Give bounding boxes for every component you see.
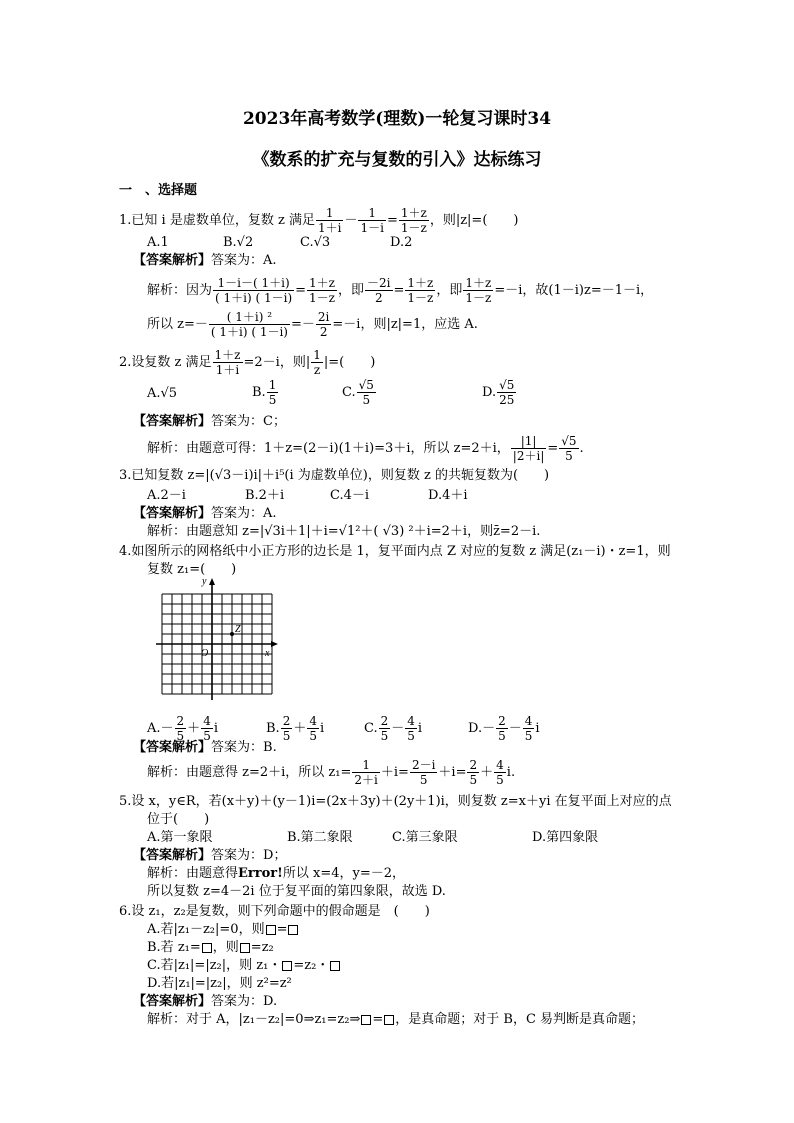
q1-s5-den: 1－z bbox=[465, 291, 492, 305]
q6-opt-eq: = bbox=[276, 922, 288, 937]
q2-g-den: z bbox=[313, 363, 321, 377]
q2-option-d bbox=[482, 378, 517, 407]
q4-opt-frac bbox=[201, 714, 213, 743]
conjugate-placeholder-icon bbox=[240, 943, 250, 953]
q4-sol-frac bbox=[410, 758, 437, 787]
conjugate-placeholder-icon bbox=[330, 961, 340, 971]
q1-f3-den: 1－z bbox=[400, 221, 427, 235]
q1-s7-den: 2 bbox=[319, 325, 328, 339]
answer-label: 【答案解析】 bbox=[133, 848, 212, 863]
q1-f3-num: 1＋z bbox=[400, 206, 427, 220]
q5-sol-text: 解析：由题意得 bbox=[147, 866, 239, 881]
q3-stem: 3.已知复数 z=|(√3－i)i|＋i⁵(i 为虚数单位)，则复数 z 的共轭复数为( ) bbox=[119, 468, 550, 483]
q2-frac bbox=[311, 348, 323, 377]
q2-answer-text: 答案为：C； bbox=[211, 414, 286, 429]
q2-f-den: 1＋i bbox=[215, 363, 240, 377]
q1-stem bbox=[119, 206, 518, 235]
point-z-label: Z bbox=[235, 624, 241, 635]
answer-label: 【答案解析】 bbox=[133, 253, 212, 268]
q4-stem-2: 复数 z₁=( ) bbox=[147, 562, 237, 577]
q6-answer-text: 答案为：D. bbox=[211, 994, 278, 1009]
q4-sol-frac bbox=[467, 758, 479, 787]
q4-o1-den: 5 bbox=[282, 729, 291, 743]
q1-option-b: B.√2 bbox=[223, 235, 254, 250]
q1-sol-text: 解析：因为 bbox=[147, 283, 213, 298]
q1-answer bbox=[133, 253, 277, 269]
q1-s5-num: 1＋z bbox=[465, 276, 492, 290]
q2-f-num: 1＋z bbox=[214, 348, 241, 362]
q4-option-a bbox=[147, 714, 218, 743]
q1-sol-frac bbox=[213, 276, 294, 305]
q1-solution-2 bbox=[147, 310, 478, 339]
answer-label: 【答案解析】 bbox=[133, 740, 212, 755]
q6-opt-text: ，则 bbox=[212, 940, 239, 955]
q2-optc-num: √5 bbox=[358, 378, 374, 392]
q2-stem-text: =2－i，则| bbox=[243, 355, 311, 370]
q4-opt-sign: － bbox=[508, 721, 522, 736]
q1-answer-text: 答案为：A. bbox=[211, 253, 277, 268]
q6-solution bbox=[147, 1012, 644, 1028]
q1-s7-num: 2i bbox=[317, 310, 330, 324]
q2-h-den: |2＋i| bbox=[512, 449, 545, 463]
q4-o1-num: 2 bbox=[380, 714, 389, 728]
q4-option-d bbox=[468, 714, 540, 743]
q1-s1-den: ( 1＋i) ( 1－i) bbox=[215, 291, 293, 305]
conjugate-placeholder-icon bbox=[361, 1015, 371, 1025]
q4-opt-frac bbox=[523, 714, 535, 743]
page-title: 2023年高考数学(理数)一轮复习课时34 bbox=[242, 109, 552, 129]
q1-s3-den: 2 bbox=[374, 291, 383, 305]
q1-sol-frac bbox=[307, 276, 337, 305]
q4-opt-frac bbox=[175, 714, 187, 743]
q6-answer bbox=[133, 994, 277, 1010]
q2-frac bbox=[213, 348, 243, 377]
q4-sol-frac bbox=[352, 758, 379, 787]
q6-opt-text: =z₂・ bbox=[293, 958, 330, 973]
q2-optd-num: √5 bbox=[499, 378, 515, 392]
q4-opt-sign: － bbox=[391, 721, 405, 736]
q3-option-d: D.4＋i bbox=[428, 488, 468, 503]
q2-option-b bbox=[252, 378, 279, 407]
q4-p4-den: 5 bbox=[496, 773, 504, 787]
q2-opt-frac bbox=[497, 378, 516, 407]
q2-opt-label: C. bbox=[342, 385, 356, 400]
q4-sol-frac bbox=[494, 758, 506, 787]
q4-opt-i: i bbox=[417, 721, 423, 736]
q4-opt-label: C. bbox=[364, 721, 378, 736]
q1-f2-den: 1－i bbox=[360, 221, 384, 235]
conjugate-placeholder-icon bbox=[282, 961, 292, 971]
q6-option-a bbox=[147, 922, 299, 938]
q6-stem: 6.设 z₁，z₂是复数，则下列命题中的假命题是 ( ) bbox=[119, 904, 430, 919]
q4-p3-den: 5 bbox=[469, 773, 478, 787]
q4-sol-op: ＋ bbox=[480, 765, 494, 780]
q1-option-d: D.2 bbox=[390, 235, 413, 250]
q4-opt-frac bbox=[281, 714, 293, 743]
q4-o1-den: 5 bbox=[498, 729, 506, 743]
q4-opt-i: i bbox=[213, 721, 218, 736]
q4-sol-op: ＋i= bbox=[438, 765, 467, 780]
q2-stem-text: 2.设复数 z 满足 bbox=[119, 355, 212, 370]
q5-option-c: C.第三象限 bbox=[392, 830, 458, 845]
q6-sol-eq: = bbox=[372, 1012, 384, 1027]
q2-sol-frac bbox=[511, 434, 547, 463]
q1-sol-eq: =－ bbox=[291, 317, 315, 332]
q1-sol-eq: = bbox=[393, 283, 405, 298]
q4-o1-den: 5 bbox=[176, 729, 185, 743]
q4-sol-text: 解析：由题意得 z=2＋i，所以 z₁= bbox=[147, 765, 352, 780]
q6-sol-text: ，是真命题；对于 B，C 易判断是真命题； bbox=[395, 1012, 645, 1027]
q5-solution-2: 所以复数 z=4－2i 位于复平面的第四象限，故选 D. bbox=[147, 884, 446, 899]
conjugate-placeholder-icon bbox=[288, 925, 298, 935]
q5-answer bbox=[133, 848, 286, 864]
point-z bbox=[230, 632, 234, 636]
q4-opt-sign: ＋ bbox=[187, 721, 201, 736]
q1-minus: － bbox=[344, 213, 358, 228]
q6-opt-text: C.若|z₁|=|z₂|，则 z₁・ bbox=[147, 958, 282, 973]
q1-s2-den: 1－z bbox=[309, 291, 336, 305]
q1-frac-3 bbox=[399, 206, 429, 235]
origin-label: O bbox=[201, 648, 209, 659]
q1-stem-post: ，则|z|=( ) bbox=[429, 213, 519, 228]
q2-optb-den: 5 bbox=[268, 393, 277, 407]
q4-opt-frac bbox=[496, 714, 508, 743]
y-axis-arrow bbox=[209, 578, 215, 585]
q5-stem-1: 5.设 x，y∈R，若(x＋y)＋(y－1)i=(2x＋3y)＋(2y＋1)i，则复数 z=x＋yi 在复平面上对应的点 bbox=[119, 794, 672, 809]
q4-opt-i: i bbox=[319, 721, 325, 736]
q2-opt-frac bbox=[267, 378, 279, 407]
conjugate-placeholder-icon bbox=[266, 925, 276, 935]
q4-stem-1: 4.如图所示的网格纸中小正方形的边长是 1，复平面内点 Z 对应的复数 z 满足(z₁－i)・z=1，则 bbox=[119, 544, 671, 559]
q4-p2-den: 5 bbox=[419, 773, 428, 787]
q1-sol-text: =－i，则|z|=1，应选 A. bbox=[332, 317, 478, 332]
q4-o1-den: 5 bbox=[380, 729, 389, 743]
q3-option-b: B.2＋i bbox=[245, 488, 285, 503]
q4-o1-num: 2 bbox=[176, 714, 185, 728]
q2-sol-end: . bbox=[579, 441, 584, 456]
q6-opt-text: =z₂ bbox=[250, 940, 274, 955]
q4-p1-den: 2＋i bbox=[354, 773, 378, 787]
section-heading: 一 、选择题 bbox=[119, 183, 198, 198]
q1-f1-num: 1 bbox=[316, 206, 343, 221]
q4-sol-op: ＋i= bbox=[380, 765, 409, 780]
q3-option-a: A.2－i bbox=[147, 488, 186, 503]
q4-answer-text: 答案为：B. bbox=[211, 740, 277, 755]
q4-option-b bbox=[266, 714, 324, 743]
q1-stem-text: 1.已知 i 是虚数单位，复数 z 满足 bbox=[119, 213, 315, 228]
q1-s6-den: ( 1＋i) ( 1－i) bbox=[210, 325, 288, 339]
q4-o2-num: 4 bbox=[407, 714, 415, 728]
q2-answer bbox=[133, 414, 286, 430]
q1-sol-text: 所以 z=－ bbox=[147, 317, 208, 332]
q5-option-d: D.第四象限 bbox=[532, 830, 599, 845]
q2-g-num: 1 bbox=[313, 348, 321, 362]
q4-opt-frac bbox=[379, 714, 391, 743]
q4-o2-den: 5 bbox=[203, 729, 211, 743]
q4-opt-frac bbox=[405, 714, 417, 743]
q2-optb-num: 1 bbox=[268, 378, 277, 392]
q3-answer-text: 答案为：A. bbox=[211, 506, 277, 521]
q4-o2-den: 5 bbox=[524, 729, 533, 743]
q1-sol-eq: = bbox=[295, 283, 307, 298]
q1-option-c: C.√3 bbox=[300, 235, 331, 250]
page-subtitle: 《数系的扩充与复数的引入》达标练习 bbox=[252, 150, 542, 170]
q1-f1-den: 1＋i bbox=[317, 221, 342, 235]
q4-o1-num: 2 bbox=[498, 714, 506, 728]
q1-sol-text: ，即 bbox=[436, 283, 463, 298]
q1-s2-num: 1＋z bbox=[309, 276, 336, 290]
q2-option-c bbox=[342, 378, 377, 407]
q4-grid-figure bbox=[152, 576, 278, 702]
q4-p4-num: 4 bbox=[496, 758, 504, 772]
conjugate-placeholder-icon bbox=[202, 943, 212, 953]
answer-label: 【答案解析】 bbox=[133, 994, 212, 1009]
q4-p1-num: 1 bbox=[352, 758, 379, 773]
q4-answer bbox=[133, 740, 277, 756]
q5-answer-text: 答案为：D； bbox=[211, 848, 287, 863]
x-axis-label: x bbox=[265, 648, 270, 659]
q4-o1-num: 2 bbox=[282, 714, 291, 728]
q1-s1-num: 1－i－( 1＋i) bbox=[213, 276, 294, 291]
q2-k-num: √5 bbox=[561, 434, 577, 448]
q1-sol-frac bbox=[209, 310, 290, 339]
q1-s6-num: ( 1＋i) ² bbox=[209, 310, 290, 325]
q4-opt-label: A.－ bbox=[147, 721, 174, 736]
q4-opt-label: D.－ bbox=[468, 721, 496, 736]
conjugate-placeholder-icon bbox=[384, 1015, 394, 1025]
q4-p2-num: 2－i bbox=[411, 758, 436, 772]
q4-opt-label: B. bbox=[266, 721, 280, 736]
q4-solution bbox=[147, 758, 515, 787]
q3-option-c: C.4－i bbox=[330, 488, 370, 503]
q2-optc-den: 5 bbox=[362, 393, 371, 407]
answer-label: 【答案解析】 bbox=[133, 506, 212, 521]
q4-opt-sign: ＋ bbox=[293, 721, 307, 736]
q6-sol-text: 解析：对于 A，|z₁－z₂|=0⇒z₁=z₂⇒ bbox=[147, 1012, 361, 1027]
q1-frac-1 bbox=[316, 206, 343, 235]
q5-solution-1 bbox=[147, 866, 405, 882]
q1-f2-num: 1 bbox=[358, 206, 385, 221]
q5-option-a: A.第一象限 bbox=[147, 830, 213, 845]
q1-sol-frac bbox=[365, 276, 392, 305]
q2-stem bbox=[119, 348, 375, 377]
q6-opt-text: B.若 z₁= bbox=[147, 940, 201, 955]
q6-option-d: D.若|z₁|=|z₂|，则 z²=z² bbox=[147, 976, 292, 991]
q1-solution-1 bbox=[147, 276, 653, 305]
q1-eq: = bbox=[386, 213, 398, 228]
q2-stem-text: |=( ) bbox=[323, 355, 376, 370]
q2-opt-label: B. bbox=[252, 385, 266, 400]
q3-answer bbox=[133, 506, 277, 522]
q6-opt-text: A.若|z₁－z₂|=0，则 bbox=[147, 922, 265, 937]
q1-frac-2 bbox=[358, 206, 385, 235]
q3-solution: 解析：由题意知 z=|√3i＋1|＋i=√1²＋( √3) ²＋i=2＋i，则z̄=2－i. bbox=[147, 524, 541, 539]
q2-h-num: |1| bbox=[511, 434, 547, 449]
q5-stem-2: 位于( ) bbox=[147, 812, 210, 827]
q2-sol-frac bbox=[559, 434, 578, 463]
q6-option-b bbox=[147, 940, 274, 956]
y-axis-label: y bbox=[202, 576, 207, 587]
q2-optd-den: 25 bbox=[499, 393, 515, 407]
answer-label: 【答案解析】 bbox=[133, 414, 212, 429]
q2-sol-eq: = bbox=[547, 441, 559, 456]
q4-p3-num: 2 bbox=[469, 758, 478, 772]
q1-option-a: A.1 bbox=[147, 235, 169, 250]
q1-sol-frac bbox=[463, 276, 493, 305]
q4-sol-end: i. bbox=[506, 765, 516, 780]
q1-sol-frac bbox=[405, 276, 435, 305]
q4-o2-den: 5 bbox=[407, 729, 415, 743]
q5-option-b: B.第二象限 bbox=[287, 830, 353, 845]
q4-o2-num: 4 bbox=[203, 714, 211, 728]
q5-error-text: Error! bbox=[238, 866, 283, 881]
q1-s3-num: －2i bbox=[367, 276, 391, 290]
q1-s4-den: 1－z bbox=[407, 291, 434, 305]
q2-opt-frac bbox=[357, 378, 376, 407]
q2-solution bbox=[147, 434, 584, 463]
q4-o2-den: 5 bbox=[309, 729, 317, 743]
q6-option-c bbox=[147, 958, 341, 974]
q4-opt-frac bbox=[307, 714, 319, 743]
q2-option-a: A.√5 bbox=[147, 386, 178, 401]
q4-opt-i: i bbox=[535, 721, 540, 736]
q5-sol-text: 所以 x=4，y=－2， bbox=[282, 866, 405, 881]
q2-k-den: 5 bbox=[565, 449, 573, 463]
q1-sol-frac bbox=[316, 310, 331, 339]
q2-sol-text: 解析：由题意可得：1＋z=(2－i)(1＋i)=3＋i，所以 z=2＋i， bbox=[147, 441, 510, 456]
q4-option-c bbox=[364, 714, 422, 743]
q2-opt-label: D. bbox=[482, 385, 497, 400]
q4-o2-num: 4 bbox=[309, 714, 317, 728]
q1-s4-num: 1＋z bbox=[407, 276, 434, 290]
x-axis-arrow bbox=[271, 641, 278, 647]
q1-sol-text: ，即 bbox=[338, 283, 365, 298]
q1-sol-text: =－i，故(1－i)z=－1－i， bbox=[494, 283, 654, 298]
q4-o2-num: 4 bbox=[524, 714, 533, 728]
